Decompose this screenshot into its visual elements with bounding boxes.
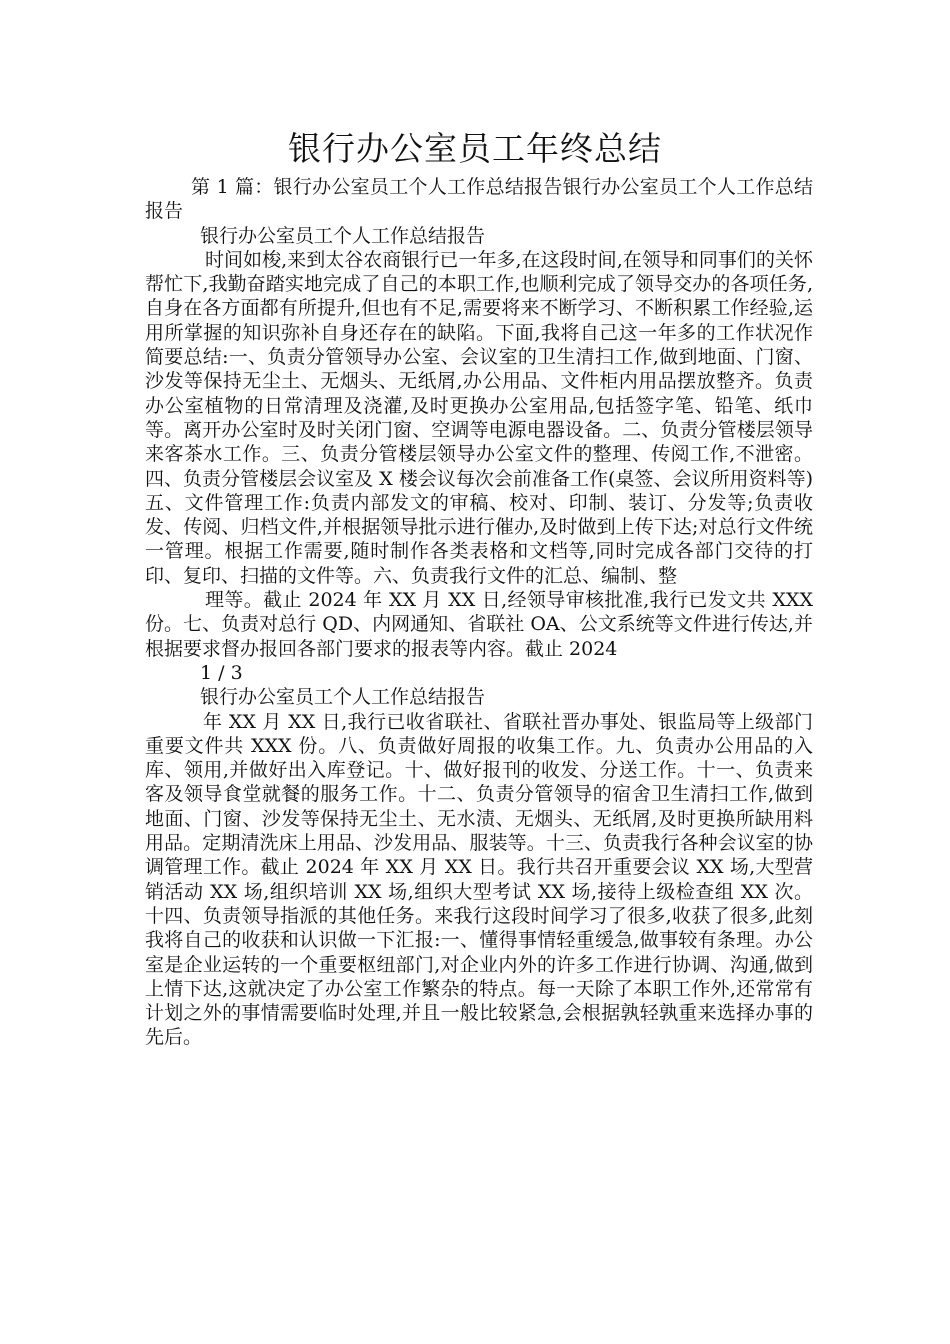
- subheading: 银行办公室员工个人工作总结报告: [200, 686, 486, 709]
- document-body: [145, 175, 813, 1050]
- section-heading: 第 1 篇：银行办公室员工个人工作总结报告银行办公室员工个人工作总结报告: [145, 176, 813, 223]
- body-paragraph: 时间如梭,来到太谷农商银行已一年多,在这段时间,在领导和同事们的关怀帮忙下,我勤奋踏实地完成了自己的本职工作,也顺利完成了领导交办的各项任务,自身在各方面都有所提升,但也有不足,需要将来不断学习、不断积累工作经验,运用所掌握的知识弥补自身还存在的缺陷。下面,我将自己这一年多的工作状况作简要总结:一、负责分管领导办公室、会议室的卫生清扫工作,做到地面、门窗、沙发等保持无尘土、无烟头、无纸屑,办公用品、文件柜内用品摆放整齐。负责办公室植物的日常清理及浇灌,及时更换办公室用品,包括签字笔、铅笔、纸巾等。离开办公室时及时关闭门窗、空调等电源电器设备。二、负责分管楼层领导来客茶水工作。三、负责分管楼层领导办公室文件的整理、传阅工作,不泄密。四、负责分管楼层会议室及 X 楼会议每次会前准备工作(桌签、会议所用资料等)五、文件管理工作:负责内部发文的审稿、校对、印制、装订、分发等;负责收发、传阅、归档文件,并根据领导批示进行催办,及时做到上传下达;对总行文件统一管理。根据工作需要,随时制作各类表格和文档等,同时完成各部门交待的打印、复印、扫描的文件等。六、负责我行文件的汇总、编制、整: [145, 248, 813, 587]
- page-indicator: 1 / 3: [200, 661, 243, 684]
- document-title: 银行办公室员工年终总结: [288, 129, 662, 168]
- subheading: 银行办公室员工个人工作总结报告: [200, 224, 486, 247]
- body-paragraph: 年 XX 月 XX 日,我行已收省联社、省联社晋办事处、银监局等上级部门重要文件共 XXX 份。八、负责做好周报的收集工作。九、负责办公用品的入库、领用,并做好出入库登记。十、做好报刊的收发、分送工作。十一、负责来客及领导食堂就餐的服务工作。十二、负责分管领导的宿舍卫生清扫工作,做到地面、门窗、沙发等保持无尘土、无水渍、无烟头、无纸屑,及时更换所缺用料用品。定期清洗床上用品、沙发用品、服装等。十三、负责我行各种会议室的协调管理工作。截止 2024 年 XX 月 XX 日。我行共召开重要会议 XX 场,大型营销活动 XX 场,组织培训 XX 场,组织大型考试 XX 场,接待上级检查组 XX 次。十四、负责领导指派的其他任务。来我行这段时间学习了很多,收获了很多,此刻我将自己的收获和认识做一下汇报:一、懂得事情轻重缓急,做事较有条理。办公室是企业运转的一个重要枢纽部门,对企业内外的许多工作进行协调、沟通,做到上情下达,这就决定了办公室工作繁杂的特点。每一天除了本职工作外,还常常有计划之外的事情需要临时处理,并且一般比较紧急,会根据孰轻孰重来选择办事的先后。: [145, 710, 813, 1049]
- body-paragraph: 理等。截止 2024 年 XX 月 XX 日,经领导审核批准,我行已发文共 XXX 份。七、负责对总行 QD、内网通知、省联社 OA、公文系统等文件进行传达,并根据要求督办报回各部门要求的报表等内容。截止 2024: [145, 589, 813, 660]
